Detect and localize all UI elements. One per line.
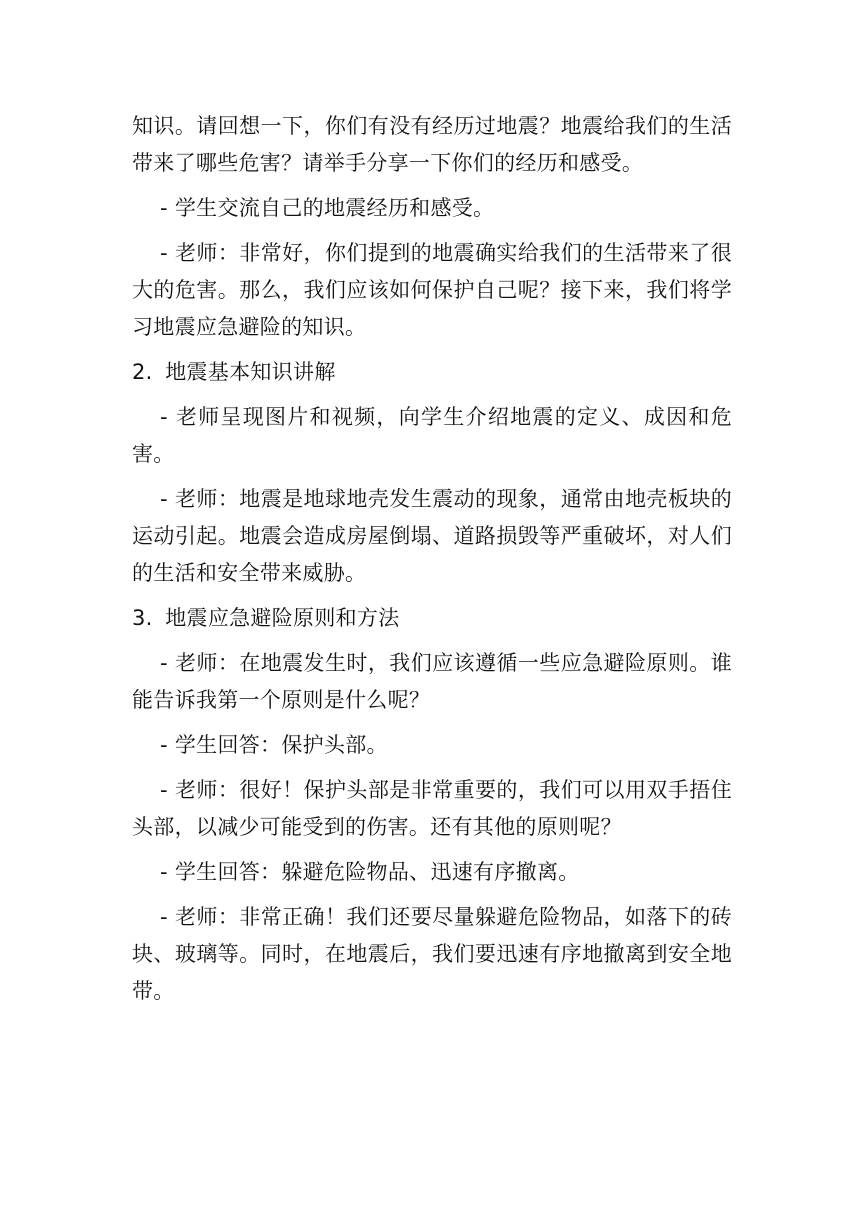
section-heading-2 [132,354,732,391]
section-title: 地震应急避险原则和方法 [165,606,400,630]
dialogue-teacher-response: - 老师：非常好，你们提到的地震确实给我们的生活带来了很大的危害。那么，我们应该如何保护自己呢？接下来，我们将学习地震应急避险的知识。 [132,241,732,339]
dialogue-teacher-definition: - 老师：地震是地球地壳发生震动的现象，通常由地壳板块的运动引起。地震会造成房屋倒塌、道路损毁等严重破坏，对人们的生活和安全带来威胁。 [132,487,732,585]
dialogue-student-answer-2: - 学生回答：躲避危险物品、迅速有序撤离。 [160,860,580,884]
section-number: 2. [132,360,153,384]
dialogue-teacher-principles: - 老师：在地震发生时，我们应该遵循一些应急避险原则。谁能告诉我第一个原则是什么呢？ [132,651,732,712]
document-body [132,108,732,1018]
section-number: 3. [132,606,153,630]
dialogue-teacher-present: - 老师呈现图片和视频，向学生介绍地震的定义、成因和危害。 [132,405,732,466]
dialogue-teacher-conclusion: - 老师：非常正确！我们还要尽量躲避危险物品，如落下的砖块、玻璃等。同时，在地震后，我们要迅速有序地撤离到安全地带。 [132,905,732,1003]
section-heading-3 [132,600,732,637]
dialogue-teacher-praise: - 老师：很好！保护头部是非常重要的，我们可以用双手捂住头部，以减少可能受到的伤害。还有其他的原则呢？ [132,778,732,839]
paragraph-intro-continuation: 知识。请回想一下，你们有没有经历过地震？地震给我们的生活带来了哪些危害？请举手分享一下你们的经历和感受。 [132,114,732,175]
section-title: 地震基本知识讲解 [165,360,336,384]
dialogue-student-answer-1: - 学生回答：保护头部。 [160,733,388,757]
dialogue-student-share: - 学生交流自己的地震经历和感受。 [160,196,495,220]
